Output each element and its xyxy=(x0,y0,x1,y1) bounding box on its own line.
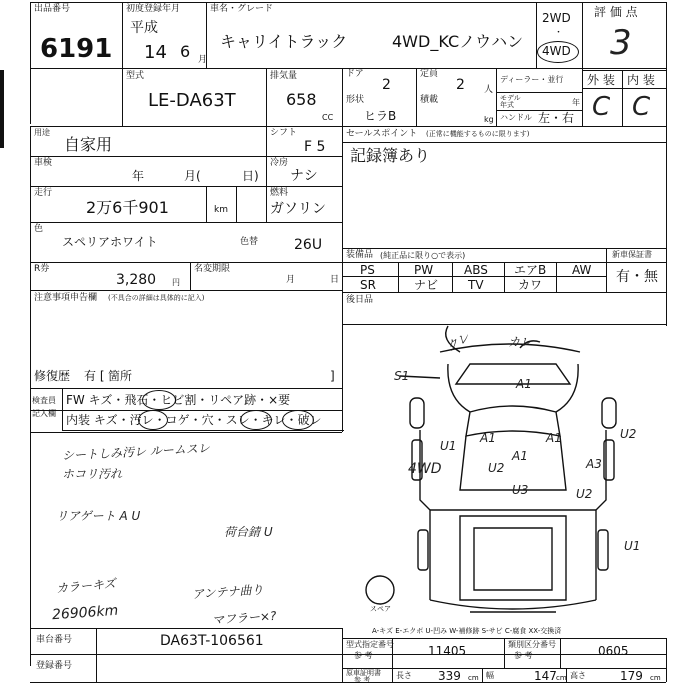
equipment-label: 装備品 xyxy=(346,250,374,260)
inspection-label: 車検 xyxy=(34,158,53,168)
title-deadline-month: 月 xyxy=(286,275,296,285)
inspector-fw-row: FW キズ・飛石・ヒビ割・リペア跡・×要 xyxy=(66,393,291,407)
drive-2wd: 2WD xyxy=(542,11,571,25)
fuel-label: 燃料 xyxy=(270,188,289,198)
category-value: 0605 xyxy=(598,644,629,658)
length-label: 長さ xyxy=(396,671,412,680)
ac-value: ナシ xyxy=(290,168,318,184)
repair-value: 有 [ xyxy=(84,369,105,383)
handwritten-note: ホコリ汚れ xyxy=(62,467,123,481)
shift-label: シフト xyxy=(270,128,298,138)
interior-grade: C xyxy=(632,92,651,122)
damage-mark: A1 xyxy=(480,431,496,445)
model-label: 型式 xyxy=(126,71,145,81)
title-deadline-label: 名変期限 xyxy=(194,264,231,274)
handwritten-note: シートしみ汚レ ルームスレ xyxy=(61,441,211,463)
equipment-abs: ABS xyxy=(464,263,488,277)
length-unit: cm xyxy=(468,674,479,682)
caution-sub: (不具合の詳細は具体的に記入) xyxy=(108,294,205,302)
displacement-value: 658 xyxy=(286,90,317,109)
damage-mark: U1 xyxy=(624,539,641,553)
width-label: 幅 xyxy=(486,671,494,680)
damage-mark: A1 xyxy=(516,377,532,391)
sales-point-sub: (正常に機能するものに限ります) xyxy=(426,130,530,138)
sales-point-text: 記録簿あり xyxy=(350,146,431,165)
capacity-label: 定員 xyxy=(420,69,439,79)
shift-value: F 5 xyxy=(304,139,326,155)
damage-mark: A1 xyxy=(546,431,562,445)
reg-year: 14 xyxy=(144,42,167,63)
doors-value: 2 xyxy=(382,77,391,93)
repair-label: 修復歴 xyxy=(34,369,71,383)
car-grade: 4WD_KCノウハン xyxy=(392,32,524,51)
reg-month: 6 xyxy=(180,42,191,61)
damage-mark: S1 xyxy=(394,369,410,383)
displacement-label: 排気量 xyxy=(270,71,298,81)
category-sub: 参 考 xyxy=(514,651,533,660)
shape-value: ヒラB xyxy=(364,109,397,123)
height-label: 高さ xyxy=(570,671,586,680)
category-label: 類別区分番号 xyxy=(508,640,556,649)
damage-mark: U2 xyxy=(620,427,637,441)
damage-mark: U2 xyxy=(488,461,505,475)
damage-mark: U1 xyxy=(440,439,457,453)
spare-label: スペア xyxy=(370,605,391,613)
model-year-label-2: 年式 xyxy=(500,101,514,109)
displacement-unit: CC xyxy=(322,113,334,122)
interior-label: 内 装 xyxy=(627,73,655,87)
equipment-pw: PW xyxy=(414,263,434,277)
warranty-value: 有・無 xyxy=(616,269,658,285)
width-unit: cm xyxy=(556,674,567,682)
inspection-year: 年 xyxy=(132,169,145,183)
capacity-value: 2 xyxy=(456,77,465,93)
era: 平成 xyxy=(130,20,158,36)
designation-label: 型式指定番号 xyxy=(346,640,394,649)
usage-label: 用途 xyxy=(34,128,50,137)
recycle-label: R券 xyxy=(34,264,50,274)
handwritten-note: 荷台錆 U xyxy=(224,525,273,539)
width-value: 147 xyxy=(534,669,557,683)
car-name-label: 車名・グレード xyxy=(210,4,274,14)
cert-sub: 参 考 xyxy=(354,676,371,684)
equipment-aw: AW xyxy=(572,263,592,277)
handle-label: ハンドル xyxy=(500,113,532,122)
repair-unit: 箇所 xyxy=(108,369,133,383)
damage-mark: 4WD xyxy=(408,461,442,477)
repair-close: ] xyxy=(330,369,335,383)
inspection-day: 日) xyxy=(242,169,259,183)
first-reg-label: 初度登録年月 xyxy=(126,4,181,14)
equipment-airbag: エアB xyxy=(514,263,547,277)
damage-mark: U2 xyxy=(576,487,593,501)
inspector-label-1: 検査員 xyxy=(32,396,56,405)
height-unit: cm xyxy=(650,674,661,682)
damage-legend: A-キズ E-エクボ U-凹み W-補修跡 S-サビ C-腐食 XX-交換済 xyxy=(372,627,562,635)
recycle-amount: 3,280 xyxy=(116,272,157,288)
warranty-label: 新車保証書 xyxy=(612,250,652,259)
handwritten-note: マフラー×? xyxy=(211,608,277,628)
mileage-unit: km xyxy=(214,205,228,215)
score-value: 3 xyxy=(610,23,632,63)
equipment-sub: (純正品に限り○で表示) xyxy=(380,251,466,260)
car-name: キャリイトラック xyxy=(220,32,348,51)
inspection-month: 月( xyxy=(184,169,201,183)
chassis-number: DA63T-106561 xyxy=(160,633,264,649)
designation-sub: 参 考 xyxy=(354,651,373,660)
handwritten-note: アンテナ曲り xyxy=(191,582,264,602)
equipment-ps: PS xyxy=(360,263,375,277)
mileage-label: 走行 xyxy=(34,188,53,198)
exterior-grade: C xyxy=(592,92,611,122)
height-value: 179 xyxy=(620,669,643,683)
chassis-label: 車台番号 xyxy=(36,635,73,645)
sales-point-label: セールスポイント xyxy=(346,129,418,139)
color-value: スペリアホワイト xyxy=(62,235,158,249)
inspector-label-2: 記入欄 xyxy=(32,409,56,418)
damage-mark: A1 xyxy=(512,449,528,463)
ac-label: 冷房 xyxy=(270,158,289,168)
drive-4wd: 4WD xyxy=(542,44,571,58)
handwritten-note: カラーキズ xyxy=(55,576,117,596)
left-edge-bar xyxy=(0,70,4,148)
drive-dot: ・ xyxy=(554,28,564,38)
load-label: 積載 xyxy=(420,95,439,105)
color-change-label: 色替 xyxy=(240,237,259,247)
lot-number: 6191 xyxy=(40,34,113,64)
length-value: 339 xyxy=(438,669,461,683)
color-code: 26U xyxy=(294,237,323,253)
diagram-label: 後日品 xyxy=(346,295,374,305)
usage-value: 自家用 xyxy=(64,135,113,154)
equipment-leather: カワ xyxy=(518,278,543,292)
designation-value: 11405 xyxy=(428,644,467,658)
exterior-label: 外 装 xyxy=(587,73,615,87)
caution-label: 注意事項申告欄 xyxy=(34,293,98,303)
cert-label: 原車証明書 xyxy=(346,669,381,677)
score-label: 評 価 点 xyxy=(594,5,638,19)
model-year-label-1: モデル xyxy=(500,94,521,102)
dealer-label: ディーラー・並行 xyxy=(500,75,564,84)
equipment-sr: SR xyxy=(360,278,376,292)
handle-options: 左・右 xyxy=(538,111,575,125)
mileage-value: 2万6千901 xyxy=(86,198,169,217)
shape-label: 形状 xyxy=(346,95,365,105)
handwritten-note: リアゲート A U xyxy=(56,509,141,523)
model-value: LE-DA63T xyxy=(148,90,236,111)
title-deadline-day: 日 xyxy=(330,275,340,285)
damage-mark: カレ xyxy=(508,335,533,349)
lot-label: 出品番号 xyxy=(34,4,71,14)
damage-mark: A3 xyxy=(586,457,602,471)
equipment-navi: ナビ xyxy=(414,278,439,292)
doors-label: ドア xyxy=(346,69,364,79)
color-label: 色 xyxy=(34,224,44,234)
reg-label: 登録番号 xyxy=(36,661,73,671)
model-year-unit: 年 xyxy=(572,98,580,107)
damage-mark: U3 xyxy=(512,483,529,497)
inspector-interior-row: 内装 キズ・汚レ・コゲ・穴・スレ・キレ・破レ xyxy=(66,413,322,427)
handwritten-note: 26906km xyxy=(51,602,119,624)
damage-mark: クレ xyxy=(444,329,472,355)
equipment-tv: TV xyxy=(468,278,484,292)
fuel-value: ガソリン xyxy=(270,201,326,217)
recycle-unit: 円 xyxy=(172,278,180,287)
capacity-unit: 人 xyxy=(484,85,494,95)
load-unit: kg xyxy=(484,115,494,124)
month-unit: 月 xyxy=(198,55,208,65)
